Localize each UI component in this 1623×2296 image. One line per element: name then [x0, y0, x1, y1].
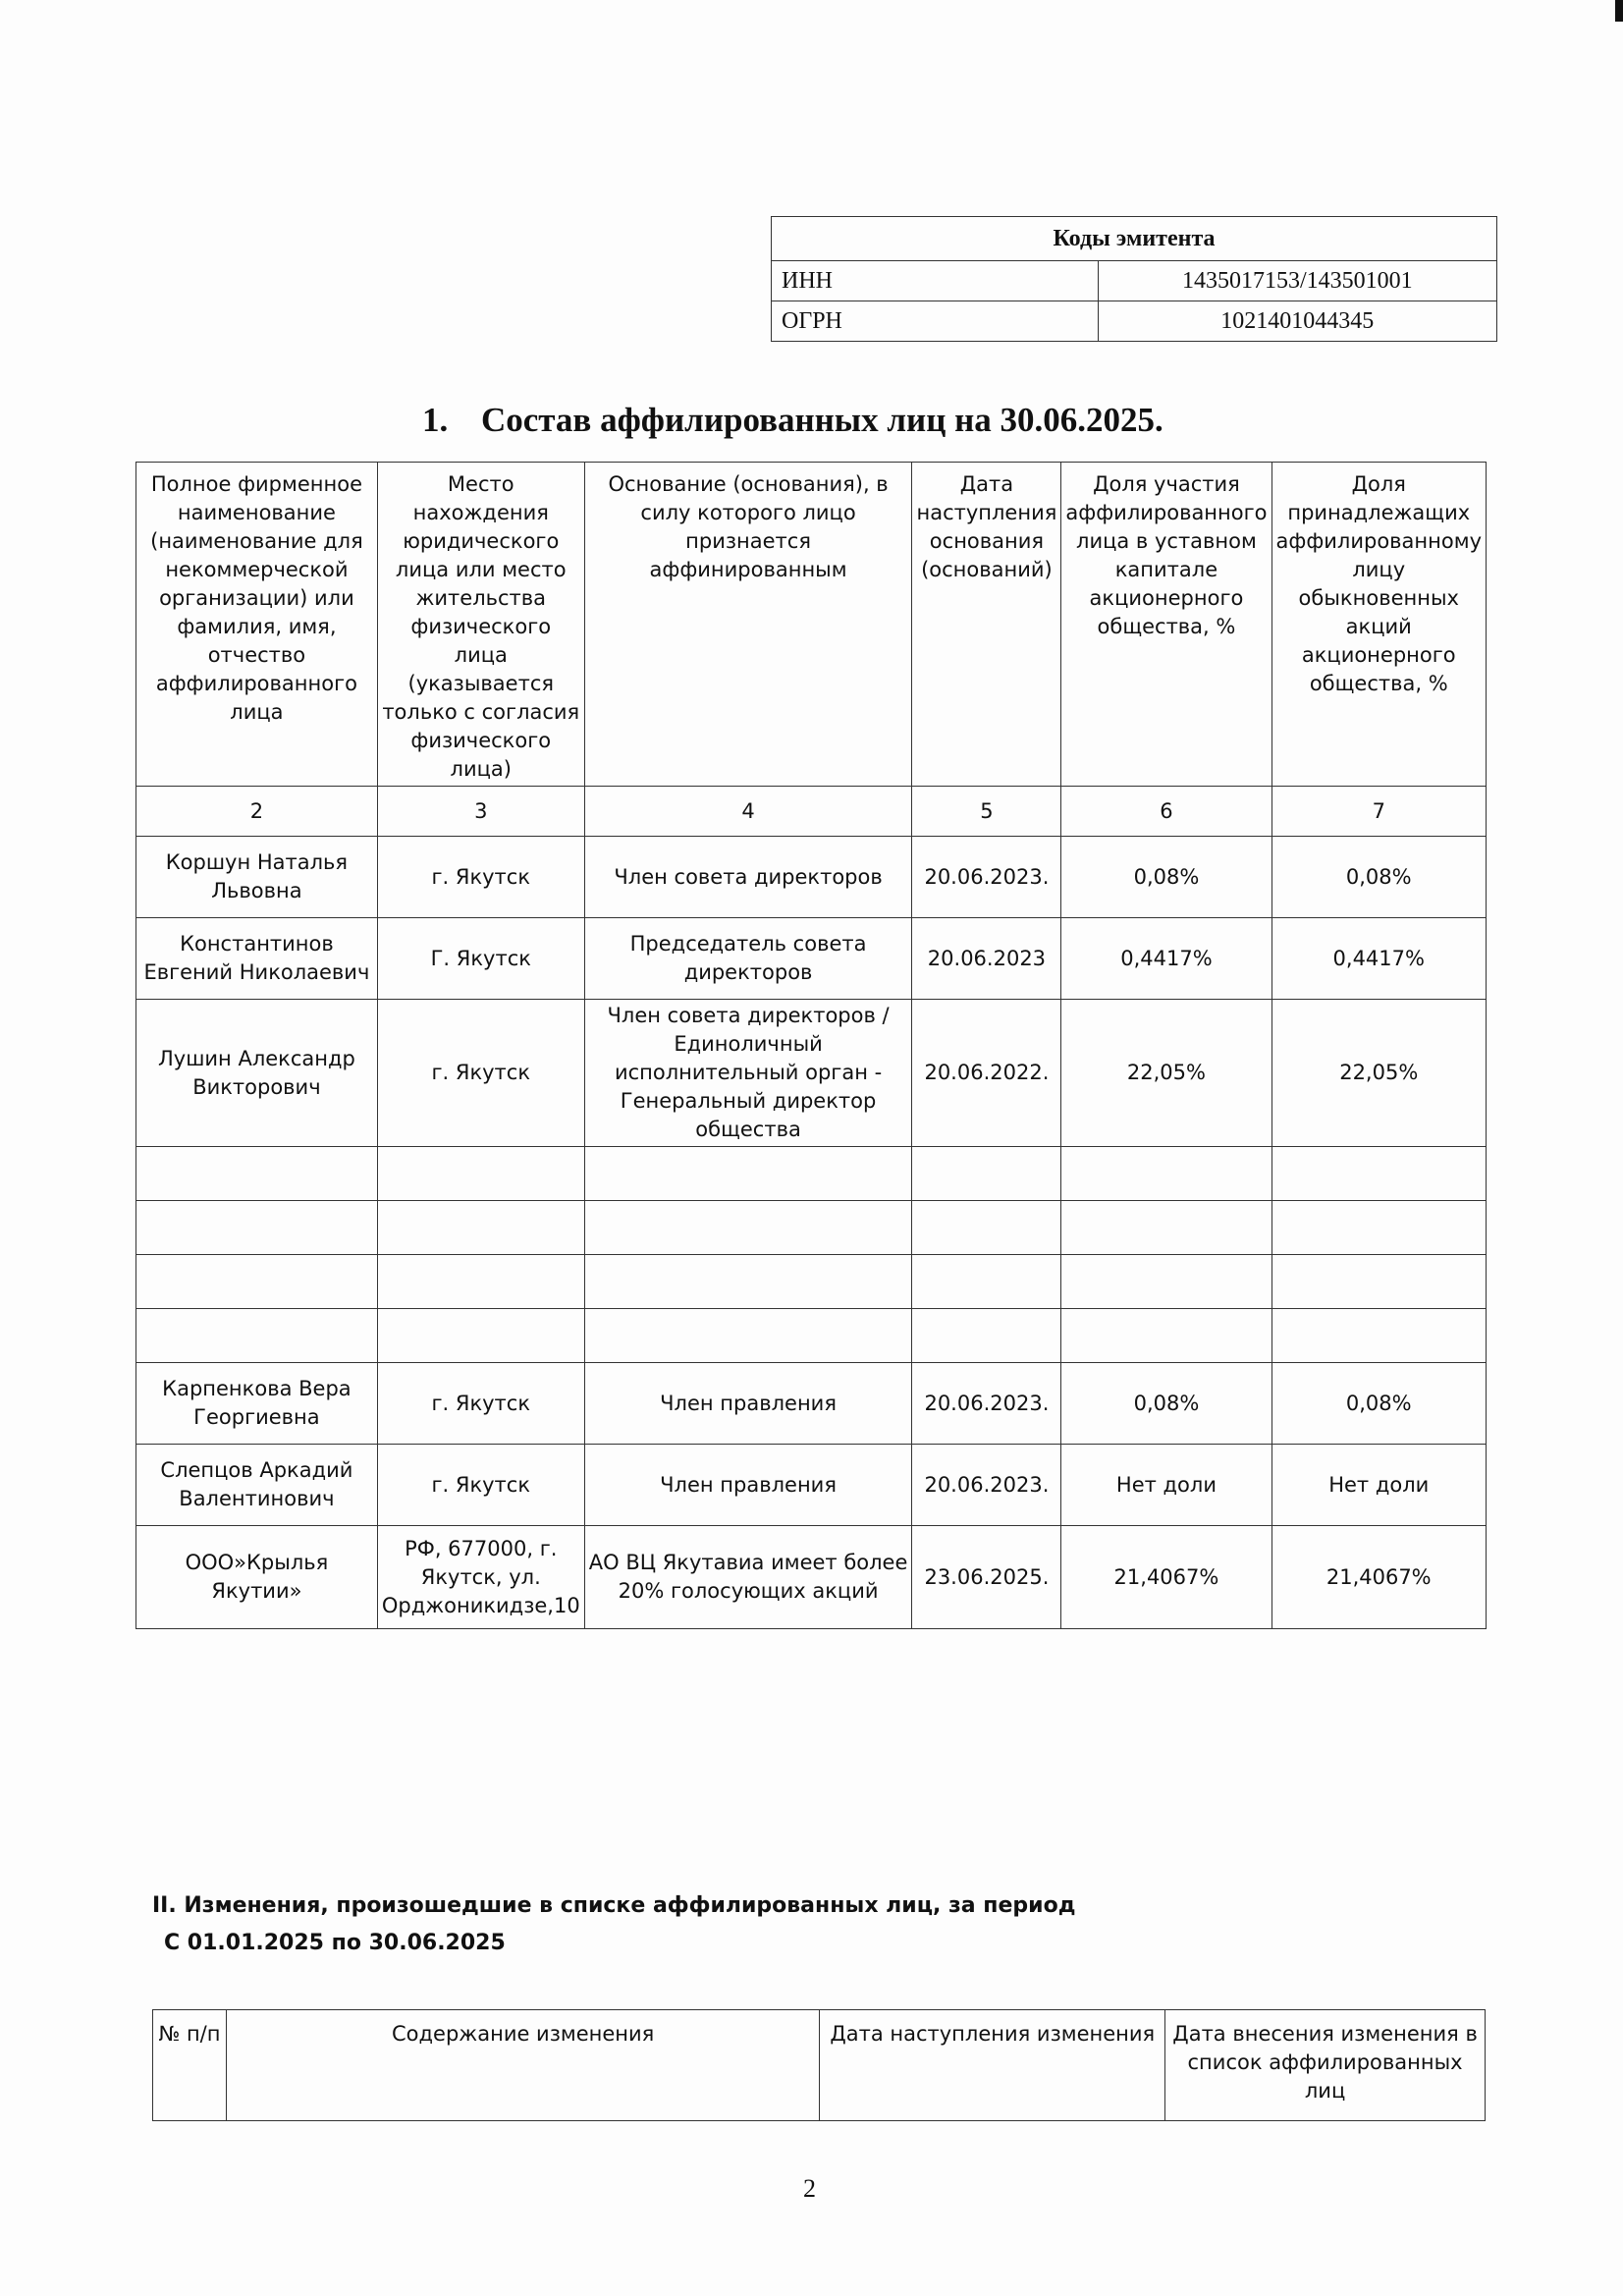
inn-label: ИНН	[772, 261, 1099, 301]
person-name: ООО»Крылья Якутии»	[136, 1526, 378, 1629]
section2-title: II. Изменения, произошедшие в списке аффилированных лиц, за период	[152, 1893, 1076, 1918]
section2-period: С 01.01.2025 по 30.06.2025	[164, 1931, 506, 1955]
inn-value: 1435017153/143501001	[1098, 261, 1496, 301]
person-date: 20.06.2023	[912, 918, 1061, 1000]
person-share-capital: Нет доли	[1061, 1445, 1271, 1526]
column-number: 7	[1271, 787, 1487, 837]
person-place: г. Якутск	[377, 837, 584, 918]
person-share-stock: 0,4417%	[1271, 918, 1487, 1000]
person-share-capital: 0,08%	[1061, 837, 1271, 918]
empty-row	[136, 1147, 1487, 1201]
empty-row	[136, 1201, 1487, 1255]
empty-row	[136, 1255, 1487, 1309]
ogrn-row	[772, 301, 1497, 342]
person-name: Константинов Евгений Николаевич	[136, 918, 378, 1000]
section1-title-text: Состав аффилированных лиц на 30.06.2025.	[481, 401, 1163, 439]
person-share-capital: 21,4067%	[1061, 1526, 1271, 1629]
column-number: 4	[584, 787, 912, 837]
person-share-capital: 0,08%	[1061, 1363, 1271, 1445]
person-date: 20.06.2023.	[912, 837, 1061, 918]
person-place: г. Якутск	[377, 1445, 584, 1526]
person-share-stock: 0,08%	[1271, 837, 1487, 918]
table-row	[136, 1445, 1487, 1526]
person-share-stock: 21,4067%	[1271, 1526, 1487, 1629]
header-place: Место нахождения юридического лица или место жительства физического лица (указывается только с согласия физического лица)	[377, 463, 584, 787]
column-number: 6	[1061, 787, 1271, 837]
person-date: 23.06.2025.	[912, 1526, 1061, 1629]
person-date: 20.06.2023.	[912, 1363, 1061, 1445]
scan-mark	[1615, 0, 1623, 22]
issuer-codes-header: Коды эмитента	[772, 217, 1497, 261]
person-basis: Член совета директоров	[584, 837, 912, 918]
person-share-stock: 22,05%	[1271, 1000, 1487, 1147]
person-place: РФ, 677000, г. Якутск, ул. Орджоникидзе,10	[377, 1526, 584, 1629]
person-basis: АО ВЦ Якутавиа имеет более 20% голосующих акций	[584, 1526, 912, 1629]
header-name: Полное фирменное наименование (наименование для некоммерческой организации) или фамилия, имя, отчество аффилированного лица	[136, 463, 378, 787]
person-share-capital: 0,4417%	[1061, 918, 1271, 1000]
person-name: Коршун Наталья Львовна	[136, 837, 378, 918]
table-row	[136, 1363, 1487, 1445]
header-basis: Основание (основания), в силу которого лицо признается аффинированным	[584, 463, 912, 787]
person-date: 20.06.2022.	[912, 1000, 1061, 1147]
header-date: Дата наступления основания (оснований)	[912, 463, 1061, 787]
table-row	[136, 1000, 1487, 1147]
person-date: 20.06.2023.	[912, 1445, 1061, 1526]
empty-row	[136, 1309, 1487, 1363]
person-name: Карпенкова Вера Георгиевна	[136, 1363, 378, 1445]
header-entry-date: Дата внесения изменения в список аффилированных лиц	[1165, 2010, 1486, 2121]
changes-table	[152, 2009, 1486, 2121]
page-number: 2	[803, 2174, 816, 2203]
person-share-stock: Нет доли	[1271, 1445, 1487, 1526]
table-row	[136, 1526, 1487, 1629]
column-number: 2	[136, 787, 378, 837]
person-name: Лушин Александр Викторович	[136, 1000, 378, 1147]
section2-heading	[152, 1887, 1075, 1962]
changes-header-row	[153, 2010, 1486, 2121]
column-number: 5	[912, 787, 1061, 837]
table-row	[136, 918, 1487, 1000]
header-row-number: № п/п	[153, 2010, 227, 2121]
person-place: г. Якутск	[377, 1363, 584, 1445]
column-number-row	[136, 787, 1487, 837]
person-share-capital: 22,05%	[1061, 1000, 1271, 1147]
person-place: Г. Якутск	[377, 918, 584, 1000]
column-number: 3	[377, 787, 584, 837]
person-basis: Председатель совета директоров	[584, 918, 912, 1000]
ogrn-value: 1021401044345	[1098, 301, 1496, 342]
table-row	[136, 837, 1487, 918]
person-share-stock: 0,08%	[1271, 1363, 1487, 1445]
header-change-content: Содержание изменения	[226, 2010, 819, 2121]
inn-row	[772, 261, 1497, 301]
issuer-codes-table	[771, 216, 1497, 342]
header-share-capital: Доля участия аффилированного лица в уставном капитале акционерного общества, %	[1061, 463, 1271, 787]
person-basis: Член правления	[584, 1445, 912, 1526]
ogrn-label: ОГРН	[772, 301, 1099, 342]
person-name: Слепцов Аркадий Валентинович	[136, 1445, 378, 1526]
section1-number: 1.	[422, 401, 449, 439]
person-basis: Член правления	[584, 1363, 912, 1445]
header-share-stock: Доля принадлежащих аффилированному лицу обыкновенных акций акционерного общества, %	[1271, 463, 1487, 787]
person-basis: Член совета директоров / Единоличный исполнительный орган - Генеральный директор общества	[584, 1000, 912, 1147]
affiliated-persons-table	[135, 462, 1487, 1629]
header-row	[136, 463, 1487, 787]
header-change-date: Дата наступления изменения	[820, 2010, 1165, 2121]
person-place: г. Якутск	[377, 1000, 584, 1147]
section1-title	[422, 401, 1306, 440]
